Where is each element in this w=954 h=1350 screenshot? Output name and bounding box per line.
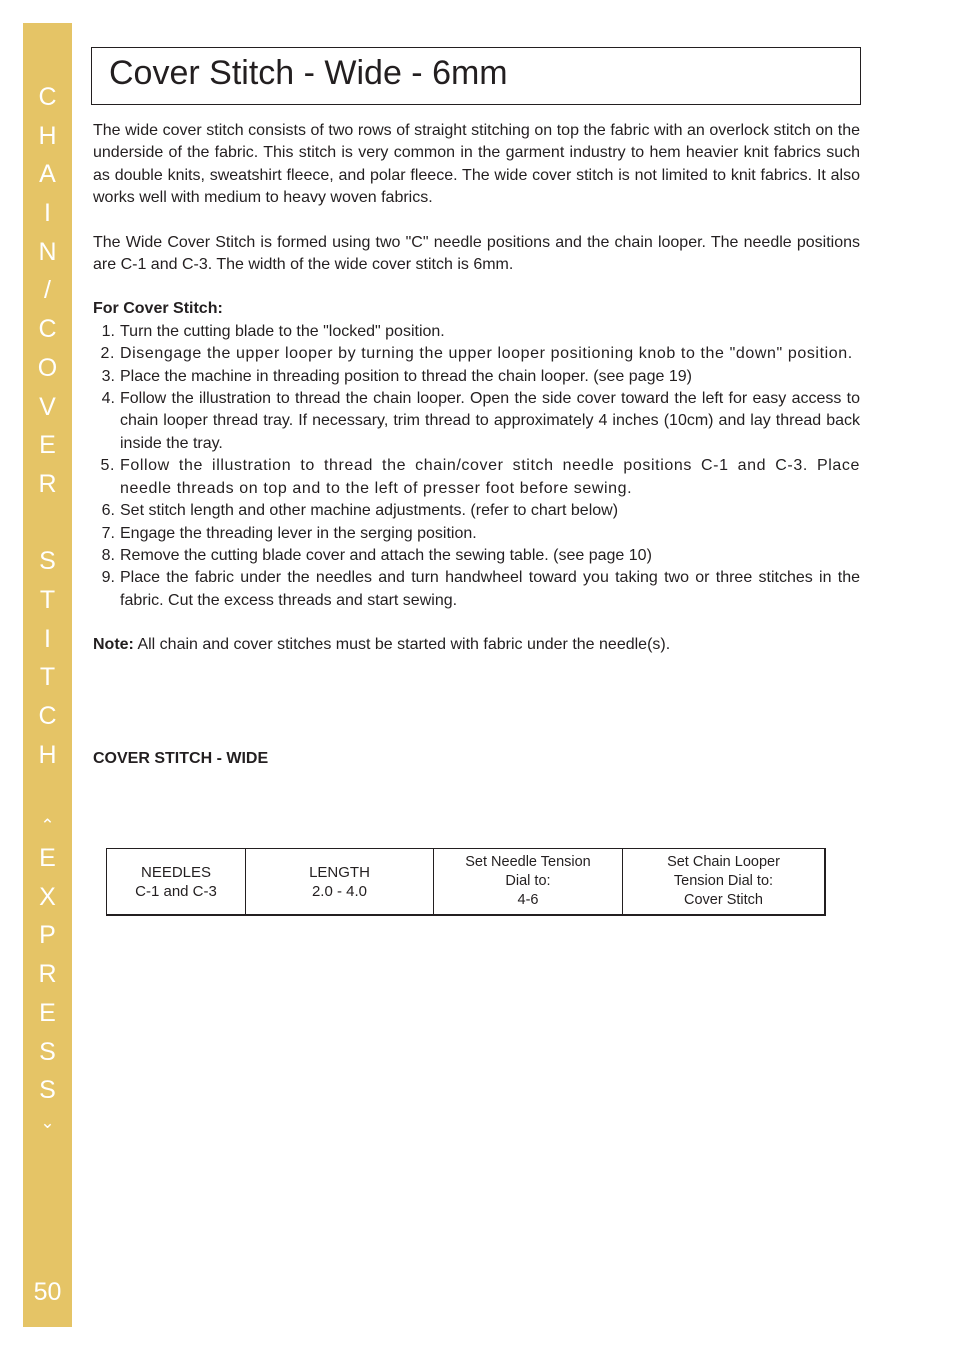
note-paragraph <box>93 634 860 656</box>
step-item: 7. Engage the threading lever in the serging position. <box>101 524 477 542</box>
section-title: COVER STITCH - WIDE <box>93 750 269 767</box>
sidebar-letter: C <box>38 83 57 111</box>
step-item: 2. Disengage the upper looper by turning the upper looper positioning knob to the "down" position. <box>100 345 853 363</box>
sidebar-letter: C <box>38 315 57 344</box>
intro-paragraph-1: The wide cover stitch consists of two rows of straight stitching on top the fabric with an overlock stitch on the underside of the fabric. This stitch is very common in the garment industry to hem heavier knit fabrics such as double knits, sweatshirt fleece, and polar fleece. The wide cover stitch is not limited to knit fabrics. It also works well with medium to heavy woven fabrics. <box>93 122 860 207</box>
sidebar-letter: ⌄ <box>40 1112 55 1132</box>
sidebar-letter: N <box>38 237 57 266</box>
sidebar-letter: E <box>39 844 56 873</box>
step-item: 8. Remove the cutting blade cover and attach the sewing table. (see page 10) <box>101 546 652 564</box>
step-item: 3. Place the machine in threading position to thread the chain looper. (see page 19) <box>101 367 692 385</box>
sidebar-letter: C <box>38 702 57 730</box>
page-number: 50 <box>33 1278 62 1306</box>
sidebar-letter: V <box>39 392 56 421</box>
chapter-tab-label <box>23 78 72 1136</box>
chapter-sidebar <box>23 23 72 1327</box>
sidebar-letter <box>23 504 72 543</box>
sidebar-letter: I <box>44 624 51 653</box>
sidebar-letter: E <box>39 431 56 460</box>
looper-tension-cell: Set Chain Looper Tension Dial to: Cover Stitch <box>667 854 780 908</box>
sidebar-letter: / <box>44 276 51 305</box>
needle-tension-cell: Set Needle Tension Dial to: 4-6 <box>434 849 623 914</box>
sidebar-letter <box>23 774 72 813</box>
main-content <box>93 120 860 657</box>
sidebar-letter: H <box>38 121 57 150</box>
step-item: 5. Follow the illustration to thread the chain/cover stitch needle positions C-1 and C-3. Place needle threads on top and to the left of presser foot before sewing. <box>100 457 860 497</box>
note-text: All chain and cover stitches must be started with fabric under the needle(s). <box>133 636 671 654</box>
sidebar-letter: R <box>38 960 57 989</box>
sidebar-letter: T <box>39 585 56 614</box>
sidebar-letter: ⌃ <box>40 816 55 836</box>
sidebar-letter: O <box>37 353 58 382</box>
sidebar-letter: H <box>38 740 57 769</box>
sidebar-letter: I <box>44 199 51 228</box>
sidebar-letter: S <box>39 547 56 576</box>
step-item: 9. Place the fabric under the needles and turn handwheel toward you taking two or three stitches in the fabric. Cut the excess threads and start sewing. <box>101 569 860 609</box>
sidebar-letter: X <box>39 882 56 911</box>
step-item: 6. Set stitch length and other machine adjustments. (refer to chart below) <box>101 502 619 520</box>
needles-cell: NEEDLES C-1 and C-3 <box>107 849 246 914</box>
sidebar-letter: E <box>39 998 56 1027</box>
page-title: Cover Stitch - Wide - 6mm <box>109 54 508 92</box>
note-label: Note: <box>93 636 134 654</box>
step-item: 1. Turn the cutting blade to the "locked" position. <box>101 322 445 340</box>
sidebar-letter: P <box>39 921 56 950</box>
sidebar-letter: A <box>39 160 56 189</box>
step-item: 4. Follow the illustration to thread the chain looper. Open the side cover toward the left for easy access to chain looper thread tray. If necessary, trim thread to approximately 4 inches (10cm) and lay thread back inside the tray. <box>101 390 860 452</box>
settings-table <box>106 848 826 916</box>
sidebar-letter: R <box>38 469 57 498</box>
sidebar-letter: S <box>39 1076 56 1105</box>
intro-paragraph-2: The Wide Cover Stitch is formed using two "C" needle positions and the chain looper. The needle positions are C-1 and C-3. The width of the wide cover stitch is 6mm. <box>93 233 860 274</box>
length-cell: LENGTH 2.0 - 4.0 <box>246 849 434 914</box>
procedure-heading: For Cover Stitch: <box>93 300 223 318</box>
procedure-steps <box>93 321 860 612</box>
sidebar-letter: S <box>39 1037 56 1066</box>
title-box <box>91 47 861 105</box>
sidebar-letter: T <box>39 663 56 692</box>
